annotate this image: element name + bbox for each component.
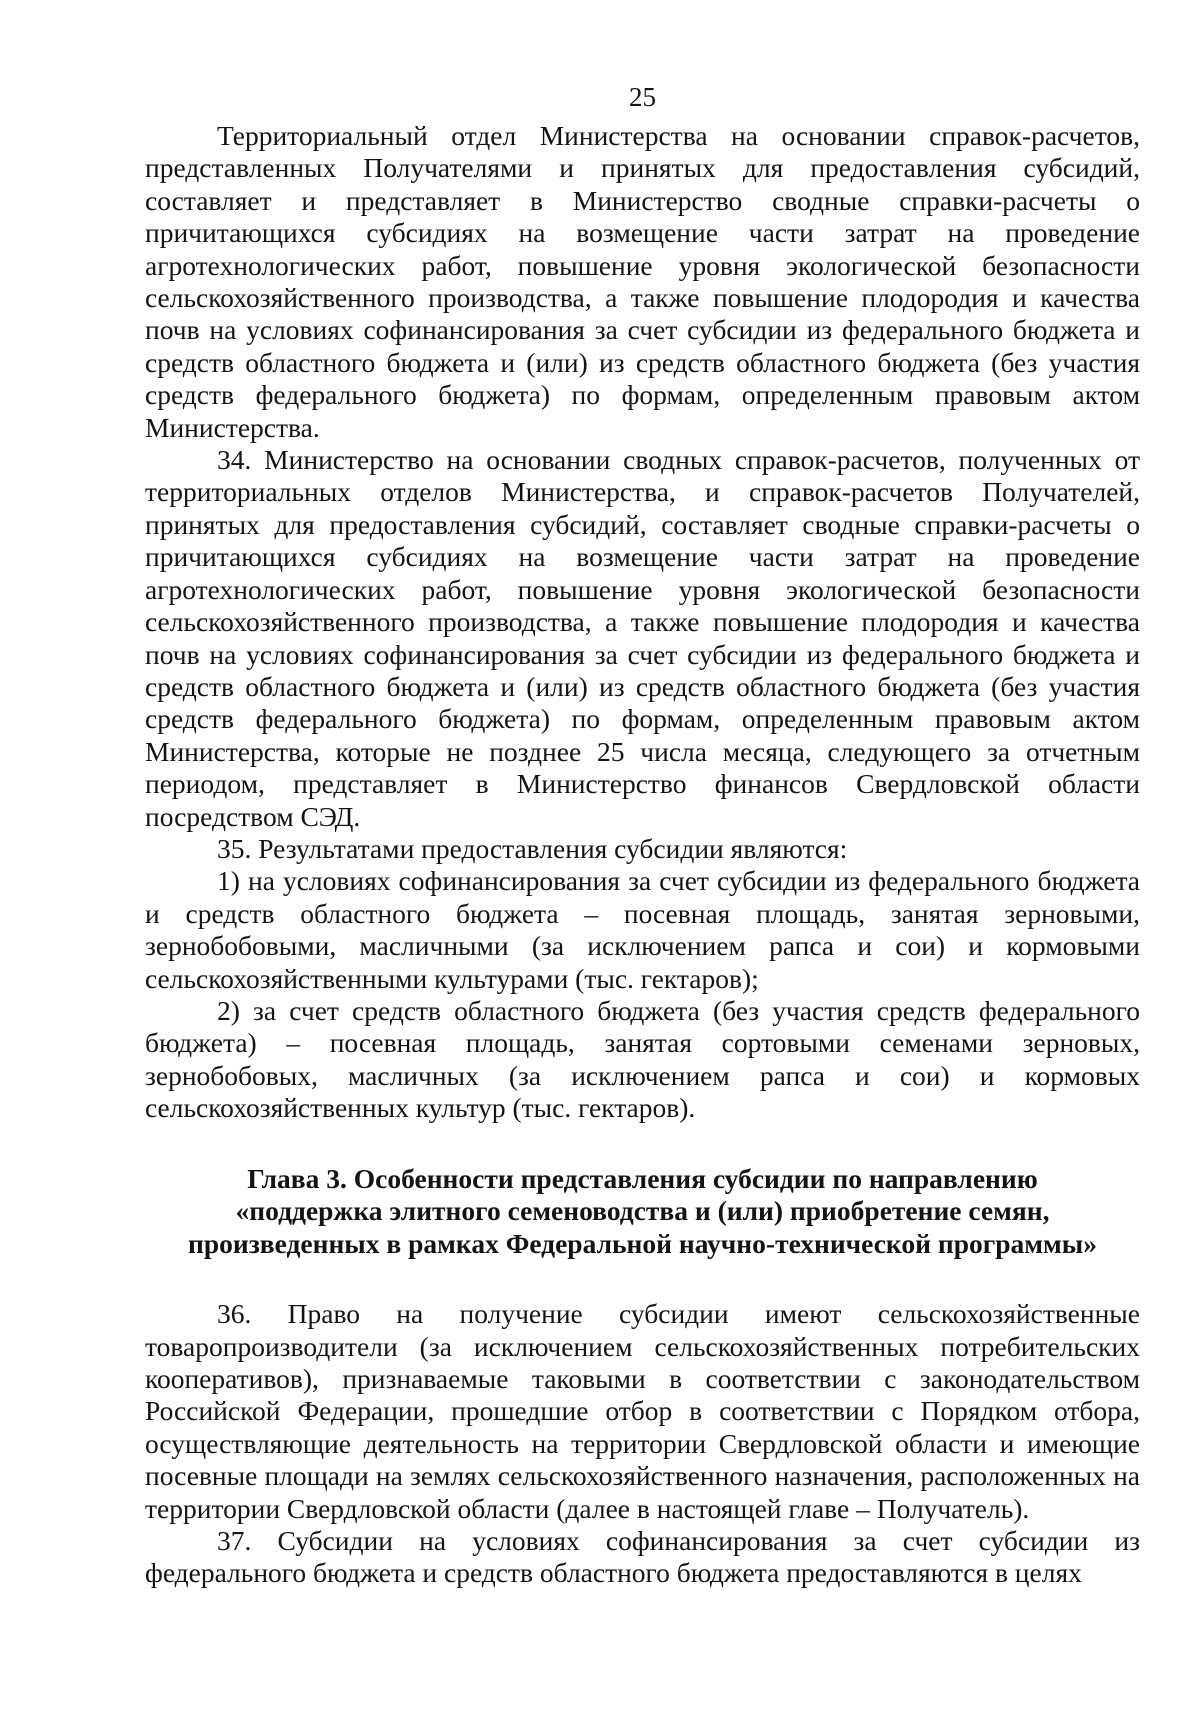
paragraph-territorial-department: Территориальный отдел Министерства на основании справок-расчетов, представленных Получателями и принятых для предоставления субсидий, составляет и представляет в Министерство сводные справки-расчеты о причитающихся субсидиях на возмещение части затрат на проведение агротехнологических работ, повышение уровня экологической безопасности сельскохозяйственного производства, а также повышение плодородия и качества почв на условиях софинансирования за счет субсидии из федерального бюджета и средств областного бюджета и (или) из средств областного бюджета (без участия средств федерального бюджета) по формам, определенным правовым актом Министерства. <box>145 120 1140 443</box>
chapter-heading-line-3: произведенных в рамках Федеральной научно-технической программы» <box>188 1227 1097 1259</box>
document-page <box>145 80 1140 1590</box>
paragraph-37: 37. Субсидии на условиях софинансирования за счет субсидии из федерального бюджета и средств областного бюджета предоставляются в целях <box>145 1524 1140 1589</box>
chapter-heading <box>145 1163 1140 1261</box>
paragraph-34: 34. Министерство на основании сводных справок-расчетов, полученных от территориальных отделов Министерства, и справок-расчетов Получателей, принятых для предоставления субсидий, составляет сводные справки-расчеты о причитающихся субсидиях на возмещение части затрат на проведение агротехнологических работ, повышение уровня экологической безопасности сельскохозяйственного производства, а также повышение плодородия и качества почв на условиях софинансирования за счет субсидии из федерального бюджета и средств областного бюджета и (или) из средств областного бюджета (без участия средств федерального бюджета) по формам, определенным правовым актом Министерства, которые не позднее 25 числа месяца, следующего за отчетным периодом, представляет в Министерство финансов Свердловской области посредством СЭД. <box>145 444 1140 832</box>
paragraph-36: 36. Право на получение субсидии имеют сельскохозяйственные товаропроизводители (за исключением сельскохозяйственных потребительских кооперативов), признаваемые таковыми в соответствии с законодательством Российской Федерации, прошедшие отбор в соответствии с Порядком отбора, осуществляющие деятельность на территории Свердловской области и имеющие посевные площади на землях сельскохозяйственного назначения, расположенных на территории Свердловской области (далее в настоящей главе – Получатель). <box>145 1298 1140 1524</box>
page-number: 25 <box>629 82 656 112</box>
paragraph-35-item-1: 1) на условиях софинансирования за счет субсидии из федерального бюджета и средств областного бюджета – посевная площадь, занятая зерновыми, зернобобовыми, масличными (за исключением рапса и сои) и кормовыми сельскохозяйственными культурами (тыс. гектаров); <box>145 865 1140 994</box>
paragraph-35: 35. Результатами предоставления субсидии являются: <box>217 832 848 864</box>
chapter-heading-line-2: «поддержка элитного семеноводства и (или) приобретение семян, <box>235 1195 1050 1227</box>
chapter-heading-line-1: Глава 3. Особенности представления субсидии по направлению <box>247 1162 1038 1194</box>
paragraph-35-item-2: 2) за счет средств областного бюджета (без участия средств федерального бюджета) – посевная площадь, занятая сортовыми семенами зерновых, зернобобовых, масличных (за исключением рапса и сои) и кормовых сельскохозяйственных культур (тыс. гектаров). <box>145 994 1140 1124</box>
